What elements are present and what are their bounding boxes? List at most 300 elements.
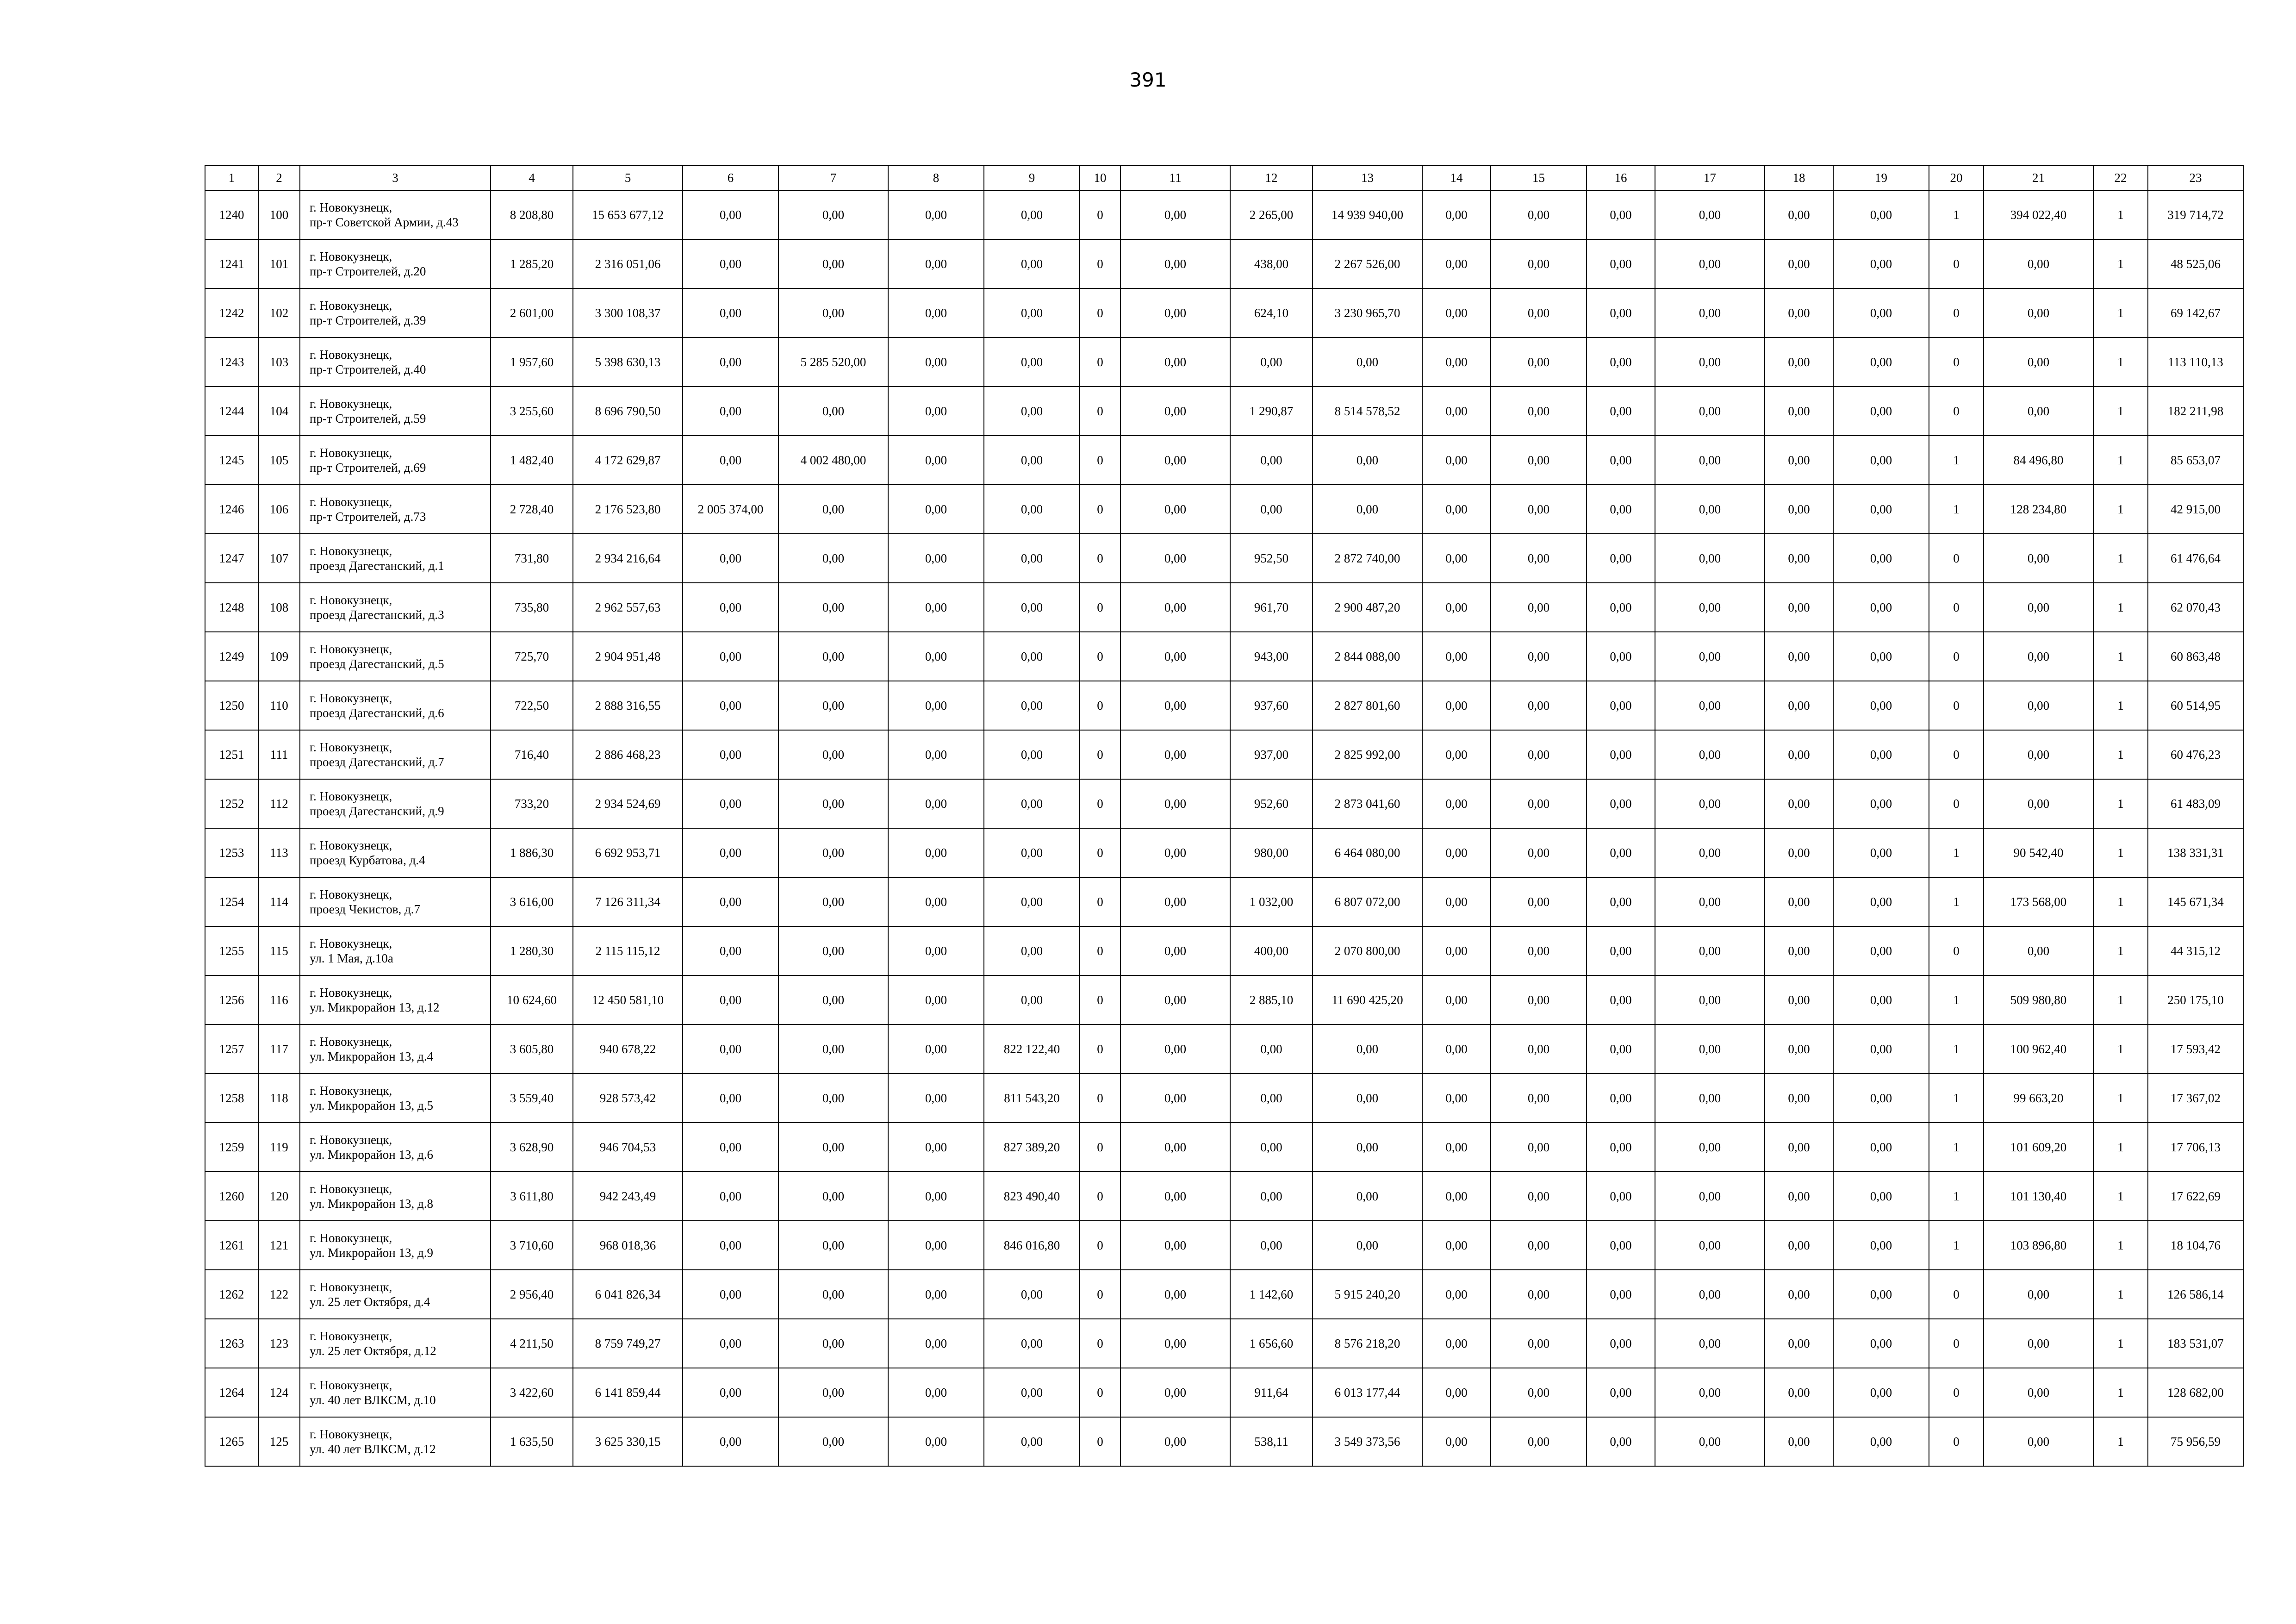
area-cell: 1 635,50 [491,1417,573,1466]
col-6-cell: 0,00 [683,828,778,877]
col-6-cell: 0,00 [683,1270,778,1319]
col-10-cell: 0 [1080,534,1120,583]
header-cell: 11 [1120,165,1230,190]
col-20-cell: 1 [1929,1172,1984,1221]
col-22-cell: 1 [2093,583,2148,632]
col-18-cell: 0,00 [1765,583,1833,632]
col-11-cell: 0,00 [1120,387,1230,436]
table-row [205,1221,2243,1270]
col-17-cell: 0,00 [1655,730,1765,779]
row-number-cell: 1259 [205,1123,258,1172]
col-20-cell: 1 [1929,1024,1984,1074]
address-line: проезд Дагестанский, д.7 [310,755,444,769]
col-14-cell: 0,00 [1422,485,1491,534]
header-cell: 20 [1929,165,1984,190]
address-line: ул. Микрорайон 13, д.12 [310,1000,440,1014]
col-22-cell: 1 [2093,926,2148,975]
col-16-cell: 0,00 [1587,632,1655,681]
col-23-cell: 60 863,48 [2148,632,2243,681]
area-cell: 3 611,80 [491,1172,573,1221]
col-6-cell: 0,00 [683,288,778,337]
col-11-cell: 0,00 [1120,1172,1230,1221]
col-10-cell: 0 [1080,632,1120,681]
col-7-cell: 0,00 [778,239,888,288]
address-cell [300,583,491,632]
col-18-cell: 0,00 [1765,534,1833,583]
col-6-cell: 0,00 [683,1221,778,1270]
col-15-cell: 0,00 [1491,1074,1587,1123]
col-13-cell: 0,00 [1313,1221,1422,1270]
col-8-cell: 0,00 [888,1172,984,1221]
col-19-cell: 0,00 [1833,583,1929,632]
col-23-cell: 85 653,07 [2148,436,2243,485]
col-9-cell: 822 122,40 [984,1024,1080,1074]
col-13-cell: 8 576 218,20 [1313,1319,1422,1368]
table-row [205,1319,2243,1368]
col-21-cell: 509 980,80 [1984,975,2093,1024]
col-7-cell: 0,00 [778,730,888,779]
col-12-cell: 1 656,60 [1230,1319,1313,1368]
col-12-cell: 0,00 [1230,1123,1313,1172]
col-13-cell: 2 873 041,60 [1313,779,1422,828]
col-16-cell: 0,00 [1587,1024,1655,1074]
address-line: г. Новокузнецк, [310,740,392,754]
col-6-cell: 0,00 [683,1417,778,1466]
col-23-cell: 113 110,13 [2148,337,2243,387]
col-7-cell: 0,00 [778,681,888,730]
col-15-cell: 0,00 [1491,926,1587,975]
row-number-cell: 1258 [205,1074,258,1123]
col-7-cell: 0,00 [778,828,888,877]
col-21-cell: 0,00 [1984,730,2093,779]
item-number-cell: 110 [258,681,300,730]
row-number-cell: 1263 [205,1319,258,1368]
col-19-cell: 0,00 [1833,975,1929,1024]
col-22-cell: 1 [2093,1319,2148,1368]
col-6-cell: 0,00 [683,1368,778,1417]
item-number-cell: 117 [258,1024,300,1074]
item-number-cell: 100 [258,190,300,239]
col-11-cell: 0,00 [1120,681,1230,730]
col-21-cell: 0,00 [1984,779,2093,828]
col-6-cell: 0,00 [683,534,778,583]
col-14-cell: 0,00 [1422,190,1491,239]
header-cell: 10 [1080,165,1120,190]
row-number-cell: 1241 [205,239,258,288]
col-23-cell: 44 315,12 [2148,926,2243,975]
area-cell: 2 728,40 [491,485,573,534]
col-19-cell: 0,00 [1833,436,1929,485]
col-14-cell: 0,00 [1422,779,1491,828]
col-15-cell: 0,00 [1491,1319,1587,1368]
col-11-cell: 0,00 [1120,583,1230,632]
col-6-cell: 0,00 [683,1074,778,1123]
col-18-cell: 0,00 [1765,387,1833,436]
col-7-cell: 0,00 [778,190,888,239]
col-22-cell: 1 [2093,387,2148,436]
col-19-cell: 0,00 [1833,1024,1929,1074]
col-6-cell: 0,00 [683,436,778,485]
row-number-cell: 1256 [205,975,258,1024]
address-line: г. Новокузнецк, [310,1182,392,1196]
col-8-cell: 0,00 [888,779,984,828]
register-table [205,165,2244,1467]
col-20-cell: 0 [1929,1368,1984,1417]
address-cell [300,337,491,387]
col-22-cell: 1 [2093,779,2148,828]
col-19-cell: 0,00 [1833,190,1929,239]
col-6-cell: 0,00 [683,779,778,828]
col-11-cell: 0,00 [1120,288,1230,337]
total-cost-cell: 2 316 051,06 [573,239,683,288]
item-number-cell: 122 [258,1270,300,1319]
item-number-cell: 123 [258,1319,300,1368]
address-line: г. Новокузнецк, [310,446,392,460]
col-15-cell: 0,00 [1491,1221,1587,1270]
table-row [205,436,2243,485]
address-cell [300,1024,491,1074]
col-13-cell: 5 915 240,20 [1313,1270,1422,1319]
col-8-cell: 0,00 [888,1270,984,1319]
table-header-row [205,165,2243,190]
address-cell [300,190,491,239]
total-cost-cell: 8 759 749,27 [573,1319,683,1368]
col-15-cell: 0,00 [1491,583,1587,632]
col-15-cell: 0,00 [1491,975,1587,1024]
address-line: г. Новокузнецк, [310,250,392,263]
table-row [205,681,2243,730]
col-19-cell: 0,00 [1833,1319,1929,1368]
col-16-cell: 0,00 [1587,779,1655,828]
col-8-cell: 0,00 [888,681,984,730]
area-cell: 1 886,30 [491,828,573,877]
col-9-cell: 0,00 [984,485,1080,534]
col-9-cell: 0,00 [984,583,1080,632]
address-cell [300,779,491,828]
col-15-cell: 0,00 [1491,485,1587,534]
col-8-cell: 0,00 [888,828,984,877]
col-18-cell: 0,00 [1765,1074,1833,1123]
row-number-cell: 1240 [205,190,258,239]
address-line: проезд Дагестанский, д.3 [310,608,444,622]
area-cell: 722,50 [491,681,573,730]
address-cell [300,1368,491,1417]
col-7-cell: 0,00 [778,632,888,681]
row-number-cell: 1253 [205,828,258,877]
col-19-cell: 0,00 [1833,239,1929,288]
col-19-cell: 0,00 [1833,877,1929,926]
col-7-cell: 0,00 [778,1172,888,1221]
address-line: г. Новокузнецк, [310,299,392,312]
col-23-cell: 182 211,98 [2148,387,2243,436]
item-number-cell: 101 [258,239,300,288]
col-16-cell: 0,00 [1587,1417,1655,1466]
col-23-cell: 126 586,14 [2148,1270,2243,1319]
col-15-cell: 0,00 [1491,337,1587,387]
row-number-cell: 1262 [205,1270,258,1319]
col-14-cell: 0,00 [1422,1123,1491,1172]
col-21-cell: 90 542,40 [1984,828,2093,877]
col-18-cell: 0,00 [1765,632,1833,681]
col-20-cell: 1 [1929,1074,1984,1123]
col-16-cell: 0,00 [1587,239,1655,288]
col-20-cell: 1 [1929,828,1984,877]
col-23-cell: 319 714,72 [2148,190,2243,239]
col-9-cell: 827 389,20 [984,1123,1080,1172]
col-11-cell: 0,00 [1120,877,1230,926]
col-19-cell: 0,00 [1833,1221,1929,1270]
col-13-cell: 2 825 992,00 [1313,730,1422,779]
col-14-cell: 0,00 [1422,1024,1491,1074]
col-18-cell: 0,00 [1765,337,1833,387]
col-22-cell: 1 [2093,877,2148,926]
total-cost-cell: 3 625 330,15 [573,1417,683,1466]
col-18-cell: 0,00 [1765,730,1833,779]
address-line: проезд Курбатова, д.4 [310,853,425,867]
address-line: г. Новокузнецк, [310,1329,392,1343]
table-row [205,387,2243,436]
col-15-cell: 0,00 [1491,1417,1587,1466]
col-16-cell: 0,00 [1587,1123,1655,1172]
col-13-cell: 2 900 487,20 [1313,583,1422,632]
col-13-cell: 0,00 [1313,1123,1422,1172]
col-17-cell: 0,00 [1655,387,1765,436]
col-18-cell: 0,00 [1765,239,1833,288]
col-11-cell: 0,00 [1120,534,1230,583]
area-cell: 716,40 [491,730,573,779]
col-9-cell: 0,00 [984,779,1080,828]
address-cell [300,387,491,436]
col-17-cell: 0,00 [1655,436,1765,485]
area-cell: 8 208,80 [491,190,573,239]
row-number-cell: 1265 [205,1417,258,1466]
col-8-cell: 0,00 [888,1368,984,1417]
col-7-cell: 0,00 [778,1417,888,1466]
col-17-cell: 0,00 [1655,337,1765,387]
area-cell: 10 624,60 [491,975,573,1024]
col-22-cell: 1 [2093,1417,2148,1466]
address-cell [300,926,491,975]
col-23-cell: 17 622,69 [2148,1172,2243,1221]
table-row [205,1024,2243,1074]
col-21-cell: 100 962,40 [1984,1024,2093,1074]
col-19-cell: 0,00 [1833,926,1929,975]
col-8-cell: 0,00 [888,387,984,436]
area-cell: 3 605,80 [491,1024,573,1074]
col-14-cell: 0,00 [1422,239,1491,288]
col-7-cell: 0,00 [778,1074,888,1123]
total-cost-cell: 2 888 316,55 [573,681,683,730]
col-17-cell: 0,00 [1655,975,1765,1024]
total-cost-cell: 2 904 951,48 [573,632,683,681]
col-18-cell: 0,00 [1765,1221,1833,1270]
address-cell [300,1221,491,1270]
col-21-cell: 0,00 [1984,1368,2093,1417]
total-cost-cell: 946 704,53 [573,1123,683,1172]
item-number-cell: 108 [258,583,300,632]
col-12-cell: 1 142,60 [1230,1270,1313,1319]
col-13-cell: 2 844 088,00 [1313,632,1422,681]
col-9-cell: 846 016,80 [984,1221,1080,1270]
col-20-cell: 0 [1929,730,1984,779]
col-22-cell: 1 [2093,288,2148,337]
item-number-cell: 124 [258,1368,300,1417]
col-18-cell: 0,00 [1765,681,1833,730]
col-14-cell: 0,00 [1422,828,1491,877]
col-20-cell: 1 [1929,436,1984,485]
address-cell [300,975,491,1024]
header-cell: 16 [1587,165,1655,190]
col-13-cell: 0,00 [1313,1024,1422,1074]
item-number-cell: 111 [258,730,300,779]
table-row [205,1417,2243,1466]
col-15-cell: 0,00 [1491,877,1587,926]
col-13-cell: 6 013 177,44 [1313,1368,1422,1417]
col-19-cell: 0,00 [1833,632,1929,681]
row-number-cell: 1244 [205,387,258,436]
col-20-cell: 0 [1929,288,1984,337]
col-14-cell: 0,00 [1422,681,1491,730]
col-9-cell: 0,00 [984,387,1080,436]
col-8-cell: 0,00 [888,926,984,975]
address-line: г. Новокузнецк, [310,1133,392,1147]
col-14-cell: 0,00 [1422,436,1491,485]
total-cost-cell: 2 115 115,12 [573,926,683,975]
col-12-cell: 438,00 [1230,239,1313,288]
col-14-cell: 0,00 [1422,730,1491,779]
col-11-cell: 0,00 [1120,1074,1230,1123]
col-8-cell: 0,00 [888,1319,984,1368]
col-10-cell: 0 [1080,1172,1120,1221]
col-9-cell: 0,00 [984,877,1080,926]
col-20-cell: 1 [1929,1123,1984,1172]
col-12-cell: 0,00 [1230,1172,1313,1221]
address-cell [300,485,491,534]
item-number-cell: 102 [258,288,300,337]
col-19-cell: 0,00 [1833,1417,1929,1466]
col-23-cell: 18 104,76 [2148,1221,2243,1270]
col-16-cell: 0,00 [1587,436,1655,485]
col-6-cell: 0,00 [683,926,778,975]
item-number-cell: 112 [258,779,300,828]
col-17-cell: 0,00 [1655,190,1765,239]
header-cell: 23 [2148,165,2243,190]
col-13-cell: 0,00 [1313,436,1422,485]
col-7-cell: 0,00 [778,534,888,583]
col-10-cell: 0 [1080,730,1120,779]
address-line: пр-т Строителей, д.40 [310,362,426,376]
table-row [205,583,2243,632]
header-cell: 6 [683,165,778,190]
header-cell: 14 [1422,165,1491,190]
area-cell: 1 280,30 [491,926,573,975]
col-9-cell: 0,00 [984,828,1080,877]
col-18-cell: 0,00 [1765,926,1833,975]
col-11-cell: 0,00 [1120,436,1230,485]
col-14-cell: 0,00 [1422,1417,1491,1466]
col-9-cell: 0,00 [984,730,1080,779]
col-20-cell: 0 [1929,337,1984,387]
col-8-cell: 0,00 [888,337,984,387]
col-17-cell: 0,00 [1655,1123,1765,1172]
area-cell: 3 255,60 [491,387,573,436]
col-22-cell: 1 [2093,730,2148,779]
address-line: ул. Микрорайон 13, д.4 [310,1049,433,1063]
col-13-cell: 14 939 940,00 [1313,190,1422,239]
col-23-cell: 69 142,67 [2148,288,2243,337]
address-line: г. Новокузнецк, [310,691,392,705]
address-line: г. Новокузнецк, [310,544,392,558]
col-6-cell: 0,00 [683,1024,778,1074]
col-12-cell: 2 885,10 [1230,975,1313,1024]
col-9-cell: 0,00 [984,239,1080,288]
col-22-cell: 1 [2093,485,2148,534]
table-row [205,828,2243,877]
col-21-cell: 101 609,20 [1984,1123,2093,1172]
col-16-cell: 0,00 [1587,926,1655,975]
total-cost-cell: 3 300 108,37 [573,288,683,337]
col-10-cell: 0 [1080,190,1120,239]
page-number: 391 [1129,69,1167,91]
col-14-cell: 0,00 [1422,337,1491,387]
col-20-cell: 0 [1929,1417,1984,1466]
header-cell: 7 [778,165,888,190]
col-19-cell: 0,00 [1833,1123,1929,1172]
col-6-cell: 0,00 [683,239,778,288]
area-cell: 735,80 [491,583,573,632]
col-23-cell: 17 367,02 [2148,1074,2243,1123]
total-cost-cell: 6 041 826,34 [573,1270,683,1319]
col-11-cell: 0,00 [1120,190,1230,239]
col-15-cell: 0,00 [1491,1024,1587,1074]
col-8-cell: 0,00 [888,975,984,1024]
col-15-cell: 0,00 [1491,288,1587,337]
col-11-cell: 0,00 [1120,1270,1230,1319]
area-cell: 3 559,40 [491,1074,573,1123]
col-7-cell: 0,00 [778,485,888,534]
col-12-cell: 1 032,00 [1230,877,1313,926]
col-13-cell: 0,00 [1313,485,1422,534]
col-16-cell: 0,00 [1587,1270,1655,1319]
col-11-cell: 0,00 [1120,779,1230,828]
col-8-cell: 0,00 [888,534,984,583]
col-20-cell: 0 [1929,926,1984,975]
col-20-cell: 1 [1929,190,1984,239]
col-17-cell: 0,00 [1655,1024,1765,1074]
row-number-cell: 1250 [205,681,258,730]
col-7-cell: 0,00 [778,1024,888,1074]
col-21-cell: 0,00 [1984,926,2093,975]
col-20-cell: 0 [1929,779,1984,828]
col-12-cell: 400,00 [1230,926,1313,975]
col-23-cell: 75 956,59 [2148,1417,2243,1466]
row-number-cell: 1252 [205,779,258,828]
table-row [205,730,2243,779]
col-13-cell: 8 514 578,52 [1313,387,1422,436]
col-16-cell: 0,00 [1587,1368,1655,1417]
col-22-cell: 1 [2093,632,2148,681]
col-12-cell: 937,60 [1230,681,1313,730]
col-6-cell: 0,00 [683,190,778,239]
col-12-cell: 1 290,87 [1230,387,1313,436]
col-14-cell: 0,00 [1422,1368,1491,1417]
address-line: пр-т Строителей, д.39 [310,313,426,327]
address-line: г. Новокузнецк, [310,1427,392,1441]
col-12-cell: 961,70 [1230,583,1313,632]
address-cell [300,1270,491,1319]
col-13-cell: 3 549 373,56 [1313,1417,1422,1466]
header-cell: 13 [1313,165,1422,190]
